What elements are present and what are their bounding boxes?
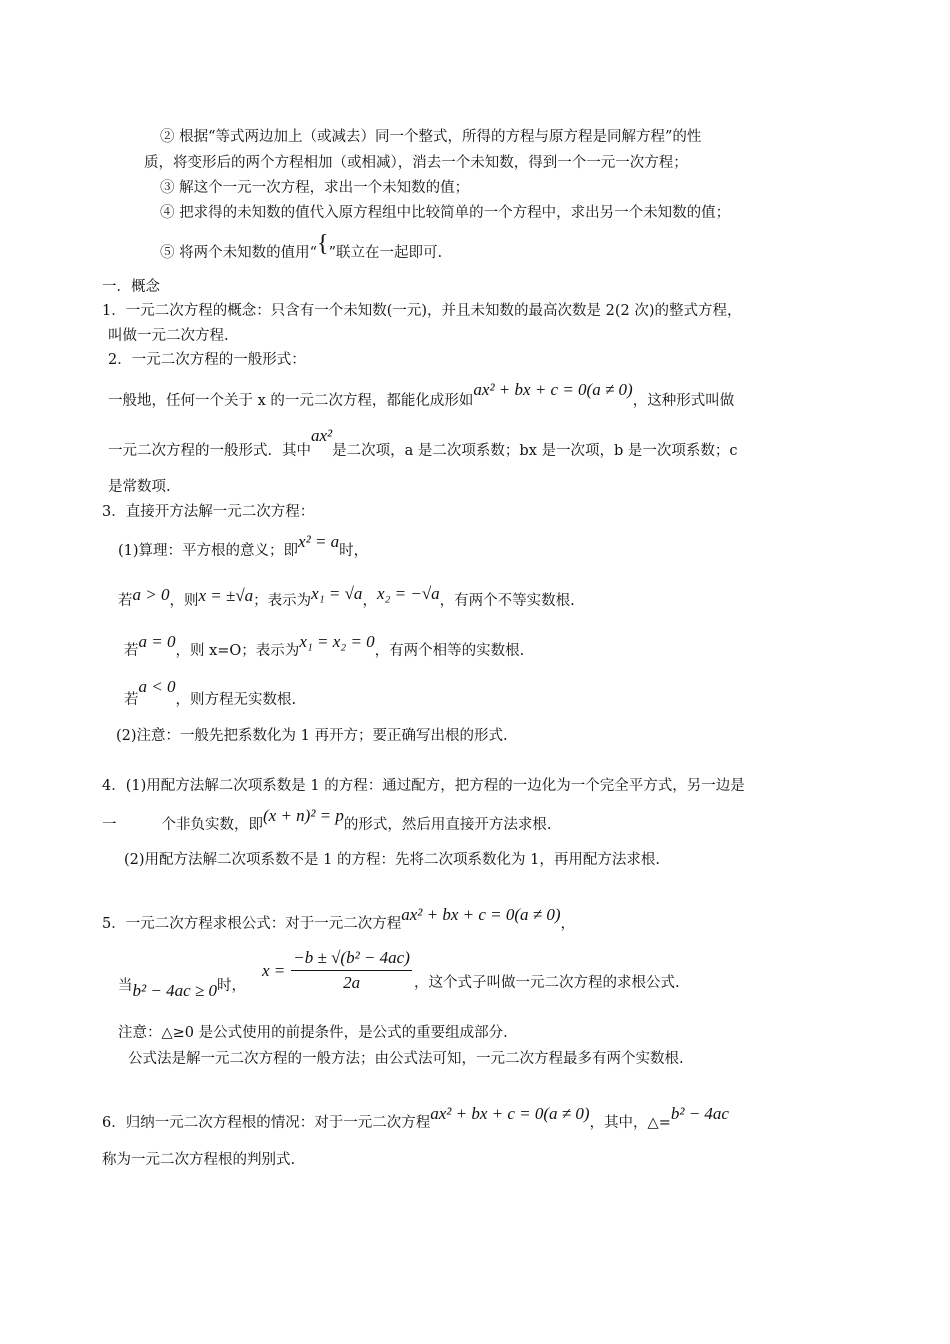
- quadratic-formula: [262, 948, 412, 993]
- s3-line-3: [124, 632, 525, 660]
- intro-line-2: ② 根据“等式两边加上（或减去）同一个整式，所得的方程与原方程是同解方程”的性: [160, 129, 702, 145]
- s3-line-3-text: 若: [124, 643, 139, 659]
- s1-line-1: 1．一元二次方程的概念：只含有一个未知数(一元)，并且未知数的最高次数是 2(2 次)的整式方程，: [102, 303, 742, 319]
- equation-a-eq-0: a = 0: [138, 632, 176, 651]
- equation-ax2: ax²: [311, 426, 333, 445]
- intro-line-5-text: ⑤ 将两个未知数的值用“: [160, 245, 318, 261]
- s2-line-1-text: 一般地，任何一个关于 x 的一元二次方程，都能化成形如: [108, 393, 474, 409]
- s5-line-1: [102, 905, 576, 933]
- s5-line-1-text: 5．一元二次方程求根公式：对于一元二次方程: [102, 916, 402, 932]
- s3-line-4-text-b: ，则方程无实数根.: [175, 692, 297, 708]
- s6-line-1-text-b: ，其中，△=: [589, 1115, 671, 1131]
- s4-line-3: (2)用配方法解二次项系数不是 1 的方程：先将二次项系数化为 1，再用配方法求根.: [124, 852, 660, 868]
- s5-line-1-text-end: ，: [560, 916, 576, 932]
- s2-line-2-text-end: 是二次项，a 是二次项系数；bx 是一次项，b 是一次项系数；c: [332, 443, 738, 459]
- equation-general-form: ax² + bx + c = 0(a ≠ 0): [473, 380, 633, 399]
- s5-line-2-end: ，这个式子叫做一元二次方程的求根公式.: [414, 975, 680, 991]
- s3-line-2-text: 若: [118, 593, 133, 609]
- s3-line-1-text: (1)算理：平方根的意义；即: [118, 543, 299, 559]
- s2-line-1-text-end: ，这种形式叫做: [632, 393, 735, 409]
- s3-line-2: [118, 584, 575, 610]
- equation-x1-eq-x2: x₁ = x₂ = 0: [299, 632, 375, 651]
- s5-line-2-text: 当: [118, 978, 133, 994]
- s3-title: 3．直接开方法解一元二次方程：: [102, 504, 315, 520]
- formula-lhs: x =: [262, 960, 286, 980]
- equation-x2: x₂ = −√a: [376, 584, 440, 603]
- s6-line-1-text: 6．归纳一元二次方程根的情况：对于一元二次方程: [102, 1115, 431, 1131]
- equation-discriminant-condition: b² − 4ac ≥ 0: [132, 981, 217, 1000]
- equation-general-form-3: ax² + bx + c = 0(a ≠ 0): [430, 1104, 590, 1123]
- s2-title: 2．一元二次方程的一般形式：: [108, 352, 306, 368]
- intro-line-5: [160, 231, 443, 265]
- s3-line-2-text-b: ，则: [169, 593, 199, 609]
- s4-line-1: 4．(1)用配方法解二次项系数是 1 的方程：通过配方，把方程的一边化为一个完全平方式，另一边是: [102, 778, 745, 794]
- equation-x-pm-sqrt-a: x = ±√a: [198, 586, 254, 605]
- intro-line-4: ④ 把求得的未知数的值代入原方程组中比较简单的一个方程中，求出另一个未知数的值；: [160, 205, 731, 221]
- s2-line-1: [108, 380, 735, 410]
- s2-line-2: [108, 426, 738, 460]
- s3-line-5: (2)注意：一般先把系数化为 1 再开方；要正确写出根的形式.: [116, 728, 508, 744]
- s1-line-2: 叫做一元二次方程.: [108, 328, 229, 344]
- s6-line-2: 称为一元二次方程根的判别式.: [102, 1152, 296, 1168]
- s2-line-2-text: 一元二次方程的一般形式．其中: [108, 443, 311, 459]
- s4-line-2: [102, 806, 552, 834]
- s2-line-3: 是常数项.: [108, 479, 171, 495]
- s3-line-2-text-d: ，: [362, 593, 377, 609]
- equation-general-form-2: ax² + bx + c = 0(a ≠ 0): [401, 905, 561, 924]
- equation-b2-4ac: b² − 4ac: [670, 1104, 729, 1123]
- formula-numerator: −b ± √(b² − 4ac): [291, 948, 412, 971]
- s6-line-1: [102, 1104, 729, 1132]
- section-title: 一．概念: [102, 279, 160, 295]
- equation-a-gt-0: a > 0: [132, 585, 170, 604]
- s4-line-2-text-end: 的形式，然后用直接开方法求根.: [343, 817, 552, 833]
- intro-line-2-cont: 质，将变形后的两个方程相加（或相减），消去一个未知数，得到一个一元一次方程；: [144, 155, 688, 171]
- equation-x1: x₁ = √a: [311, 584, 363, 603]
- equation-a-lt-0: a < 0: [138, 677, 176, 696]
- s3-line-3-text-c: ，有两个相等的实数根.: [374, 643, 525, 659]
- s3-line-1-text-end: 时，: [339, 543, 369, 559]
- s5-line-4: 公式法是解一元二次方程的一般方法；由公式法可知，一元二次方程最多有两个实数根.: [128, 1051, 684, 1067]
- s3-line-2-text-e: ，有两个不等实数根.: [439, 593, 575, 609]
- s5-line-2-text-b: 时，: [216, 978, 246, 994]
- s3-line-4-text: 若: [124, 692, 139, 708]
- s5-line-2: [118, 975, 246, 1000]
- s3-line-4: [124, 677, 297, 709]
- s3-line-1: [118, 532, 369, 560]
- equation-x2-eq-a: x² = a: [298, 532, 340, 551]
- s3-line-3-text-b: ，则 x=O；表示为: [175, 643, 300, 659]
- intro-line-3: ③ 解这个一元一次方程，求出一个未知数的值；: [160, 180, 470, 196]
- s4-line-2-lead: 一: [102, 817, 117, 833]
- formula-fraction: [291, 948, 412, 993]
- brace-symbol: {: [317, 231, 329, 257]
- equation-completed-square: (x + n)² = p: [263, 806, 344, 825]
- s4-line-2-text: 个非负实数，即: [161, 817, 263, 833]
- s3-line-2-text-c: ；表示为: [253, 593, 312, 609]
- formula-denominator: 2a: [343, 973, 361, 992]
- s5-line-3: 注意：△≥0 是公式使用的前提条件，是公式的重要组成部分.: [118, 1025, 508, 1041]
- intro-line-5-text-end: ”联立在一起即可.: [328, 245, 443, 261]
